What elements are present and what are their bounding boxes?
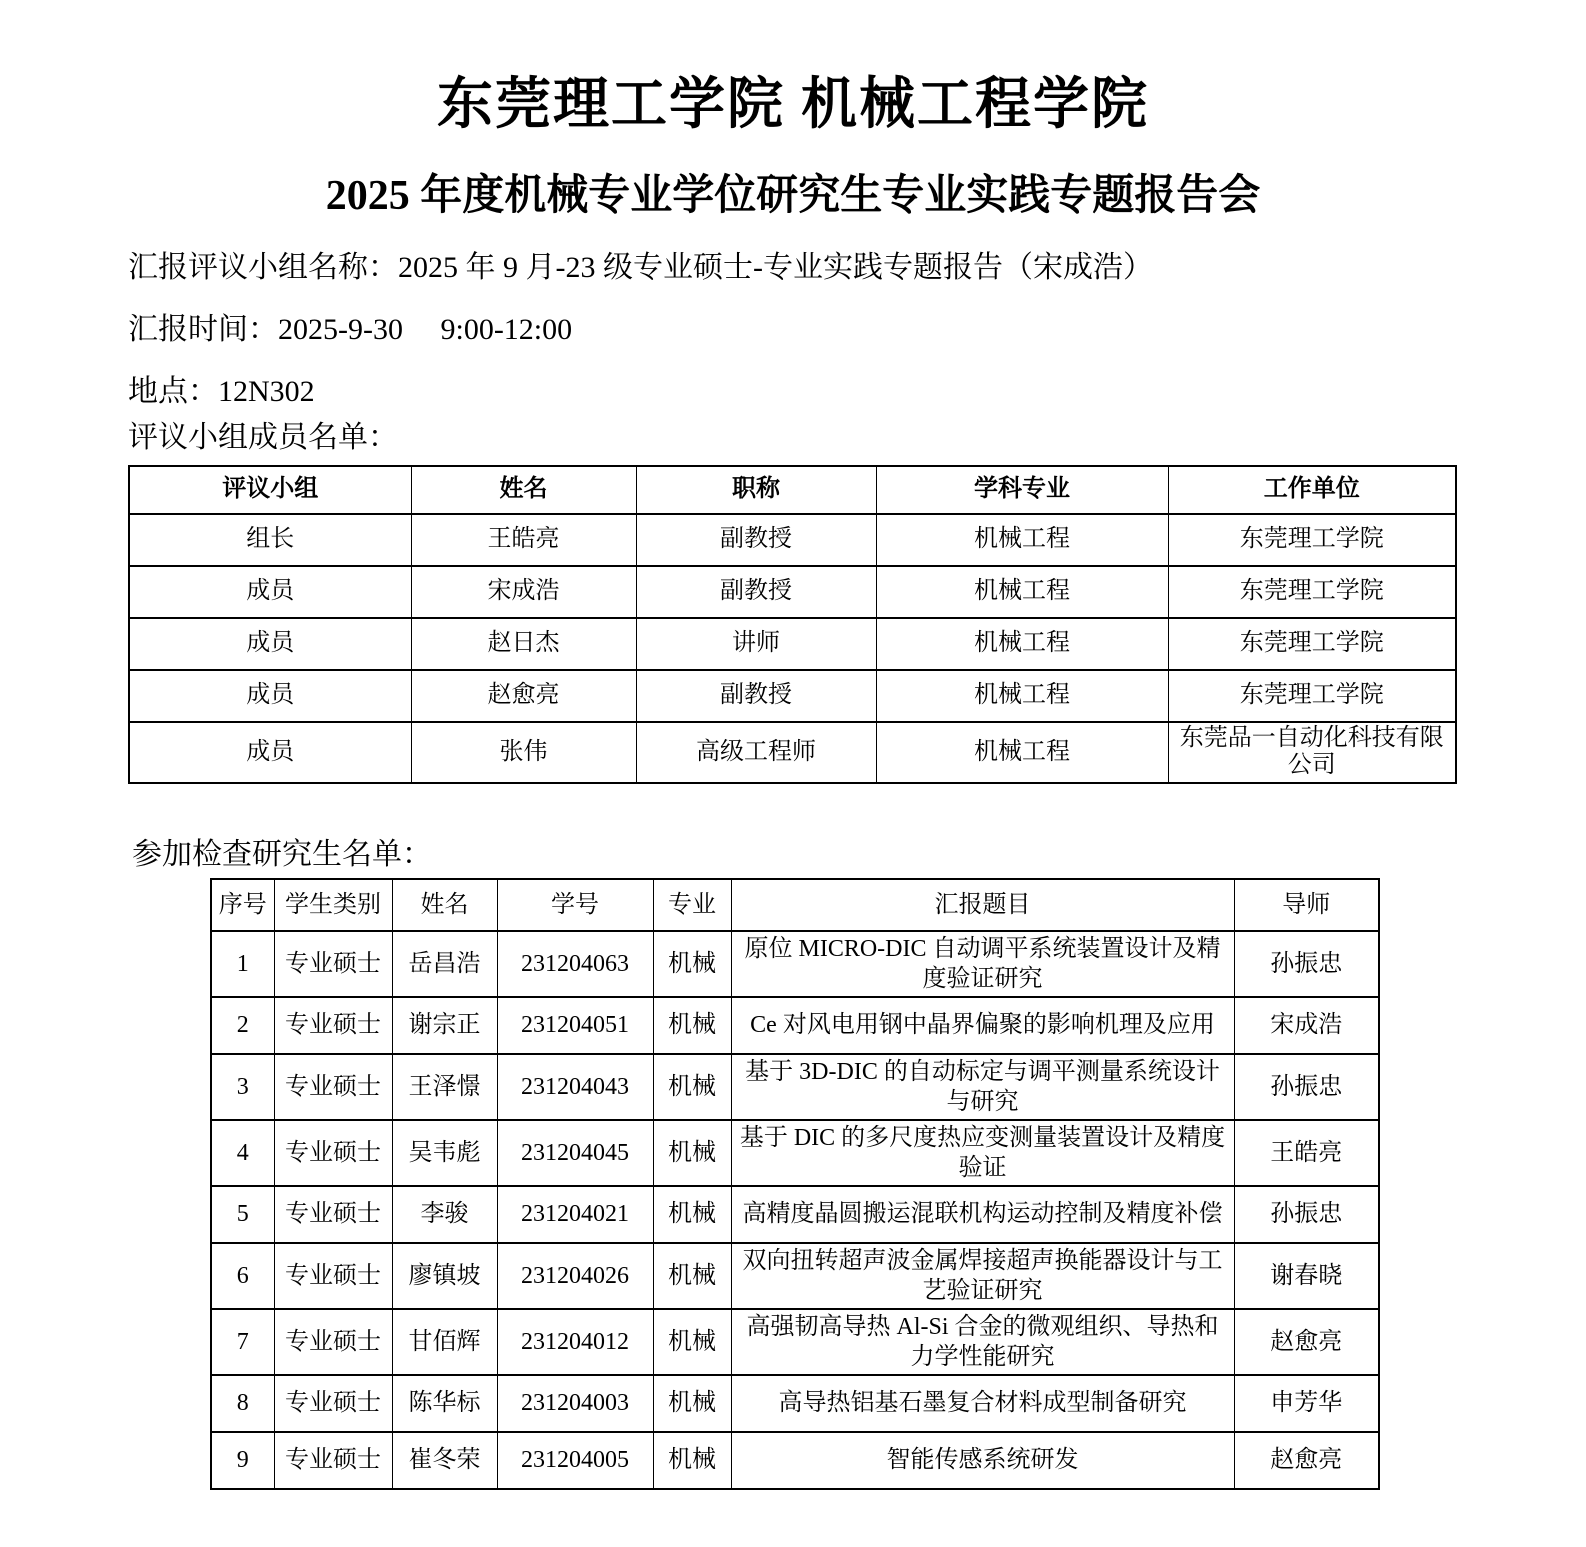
table-cell: 陈华标 xyxy=(392,1375,497,1432)
table-cell: 组长 xyxy=(129,514,411,566)
table-cell: 专业硕士 xyxy=(274,997,392,1054)
table-cell: 231204045 xyxy=(497,1120,653,1186)
table-cell: 岳昌浩 xyxy=(392,931,497,997)
table-cell: 成员 xyxy=(129,722,411,783)
table-cell: 专业硕士 xyxy=(274,1186,392,1243)
committee-header-row xyxy=(129,466,1456,514)
table-cell: 王皓亮 xyxy=(411,514,636,566)
table-cell: 谢春晓 xyxy=(1234,1243,1379,1309)
table-row xyxy=(211,1375,1379,1432)
table-cell: 专业硕士 xyxy=(274,1243,392,1309)
table-cell: 甘佰辉 xyxy=(392,1309,497,1375)
students-table xyxy=(210,878,1380,1490)
table-cell: 副教授 xyxy=(636,514,876,566)
table-cell: 副教授 xyxy=(636,566,876,618)
table-cell: 高强韧高导热 Al-Si 合金的微观组织、导热和力学性能研究 xyxy=(731,1309,1234,1375)
header-cell: 导师 xyxy=(1234,879,1379,931)
table-cell: 东莞理工学院 xyxy=(1168,566,1456,618)
table-cell: 孙振忠 xyxy=(1234,1054,1379,1120)
table-cell: 231204051 xyxy=(497,997,653,1054)
table-row xyxy=(129,670,1456,722)
header-cell: 学号 xyxy=(497,879,653,931)
table-cell: 赵愈亮 xyxy=(1234,1432,1379,1489)
table-cell: 8 xyxy=(211,1375,274,1432)
table-row xyxy=(211,931,1379,997)
table-cell: 赵日杰 xyxy=(411,618,636,670)
table-cell: 231204063 xyxy=(497,931,653,997)
table-cell: 王泽憬 xyxy=(392,1054,497,1120)
table-row xyxy=(211,1432,1379,1489)
table-cell: 赵愈亮 xyxy=(411,670,636,722)
table-cell: 3 xyxy=(211,1054,274,1120)
table-cell: 专业硕士 xyxy=(274,931,392,997)
document-title: 东莞理工学院 机械工程学院 xyxy=(437,74,1149,136)
table-row xyxy=(211,1309,1379,1375)
table-cell: 讲师 xyxy=(636,618,876,670)
header-cell: 学科专业 xyxy=(876,466,1168,514)
table-cell: 231204021 xyxy=(497,1186,653,1243)
table-cell: 吴韦彪 xyxy=(392,1120,497,1186)
table-cell: 6 xyxy=(211,1243,274,1309)
table-cell: 基于 DIC 的多尺度热应变测量装置设计及精度验证 xyxy=(731,1120,1234,1186)
table-cell: 孙振忠 xyxy=(1234,931,1379,997)
header-cell: 评议小组 xyxy=(129,466,411,514)
table-row xyxy=(211,997,1379,1054)
table-cell: 机械工程 xyxy=(876,514,1168,566)
table-cell: 东莞理工学院 xyxy=(1168,514,1456,566)
table-cell: 东莞理工学院 xyxy=(1168,618,1456,670)
report-time-line: 汇报时间：2025-9-30 9:00-12:00 xyxy=(128,312,573,346)
table-cell: 智能传感系统研发 xyxy=(731,1432,1234,1489)
table-cell: 机械 xyxy=(653,997,731,1054)
table-cell: 孙振忠 xyxy=(1234,1186,1379,1243)
table-cell: 机械 xyxy=(653,1243,731,1309)
table-row xyxy=(211,1120,1379,1186)
committee-section-label: 评议小组成员名单： xyxy=(128,420,398,454)
document-subtitle: 2025 年度机械专业学位研究生专业实践专题报告会 xyxy=(325,172,1261,219)
table-cell: 成员 xyxy=(129,618,411,670)
table-cell: 机械 xyxy=(653,931,731,997)
table-cell: 机械 xyxy=(653,1375,731,1432)
header-cell: 姓名 xyxy=(411,466,636,514)
table-cell: 231204005 xyxy=(497,1432,653,1489)
table-cell: 东莞理工学院 xyxy=(1168,670,1456,722)
table-cell: 4 xyxy=(211,1120,274,1186)
header-cell: 姓名 xyxy=(392,879,497,931)
table-cell: 高级工程师 xyxy=(636,722,876,783)
table-cell: 231204043 xyxy=(497,1054,653,1120)
table-row xyxy=(129,514,1456,566)
table-cell: 231204026 xyxy=(497,1243,653,1309)
table-cell: 谢宗正 xyxy=(392,997,497,1054)
table-cell: 宋成浩 xyxy=(1234,997,1379,1054)
table-cell: Ce 对风电用钢中晶界偏聚的影响机理及应用 xyxy=(731,997,1234,1054)
table-cell: 机械 xyxy=(653,1054,731,1120)
table-cell: 双向扭转超声波金属焊接超声换能器设计与工艺验证研究 xyxy=(731,1243,1234,1309)
table-cell: 机械 xyxy=(653,1120,731,1186)
table-cell: 1 xyxy=(211,931,274,997)
students-section-label: 参加检查研究生名单： xyxy=(132,837,432,871)
table-cell: 张伟 xyxy=(411,722,636,783)
header-cell: 专业 xyxy=(653,879,731,931)
header-cell: 职称 xyxy=(636,466,876,514)
table-cell: 廖镇坡 xyxy=(392,1243,497,1309)
table-cell: 专业硕士 xyxy=(274,1054,392,1120)
report-group-name-line: 汇报评议小组名称：2025 年 9 月-23 级专业硕士-专业实践专题报告（宋成浩） xyxy=(128,250,1153,284)
report-location-line: 地点：12N302 xyxy=(128,374,315,408)
table-cell: 李骏 xyxy=(392,1186,497,1243)
table-cell: 机械 xyxy=(653,1186,731,1243)
table-cell: 东莞品一自动化科技有限公司 xyxy=(1168,722,1456,783)
table-cell: 赵愈亮 xyxy=(1234,1309,1379,1375)
table-row xyxy=(129,722,1456,783)
students-header-row xyxy=(211,879,1379,931)
table-row xyxy=(211,1243,1379,1309)
table-cell: 7 xyxy=(211,1309,274,1375)
header-cell: 工作单位 xyxy=(1168,466,1456,514)
table-row xyxy=(129,618,1456,670)
table-cell: 宋成浩 xyxy=(411,566,636,618)
table-cell: 9 xyxy=(211,1432,274,1489)
table-cell: 原位 MICRO-DIC 自动调平系统装置设计及精度验证研究 xyxy=(731,931,1234,997)
table-cell: 机械 xyxy=(653,1309,731,1375)
committee-table xyxy=(128,465,1457,784)
table-cell: 成员 xyxy=(129,566,411,618)
header-cell: 学生类别 xyxy=(274,879,392,931)
table-cell: 申芳华 xyxy=(1234,1375,1379,1432)
table-cell: 231204003 xyxy=(497,1375,653,1432)
table-cell: 王皓亮 xyxy=(1234,1120,1379,1186)
header-cell: 序号 xyxy=(211,879,274,931)
table-cell: 高导热铝基石墨复合材料成型制备研究 xyxy=(731,1375,1234,1432)
table-cell: 成员 xyxy=(129,670,411,722)
table-cell: 专业硕士 xyxy=(274,1120,392,1186)
table-cell: 5 xyxy=(211,1186,274,1243)
table-cell: 2 xyxy=(211,997,274,1054)
table-cell: 高精度晶圆搬运混联机构运动控制及精度补偿 xyxy=(731,1186,1234,1243)
table-cell: 机械工程 xyxy=(876,670,1168,722)
table-cell: 231204012 xyxy=(497,1309,653,1375)
table-cell: 机械工程 xyxy=(876,566,1168,618)
table-row xyxy=(211,1186,1379,1243)
table-row xyxy=(129,566,1456,618)
table-cell: 基于 3D-DIC 的自动标定与调平测量系统设计与研究 xyxy=(731,1054,1234,1120)
table-cell: 专业硕士 xyxy=(274,1375,392,1432)
table-cell: 机械工程 xyxy=(876,722,1168,783)
table-cell: 专业硕士 xyxy=(274,1309,392,1375)
table-cell: 副教授 xyxy=(636,670,876,722)
table-cell: 机械工程 xyxy=(876,618,1168,670)
header-cell: 汇报题目 xyxy=(731,879,1234,931)
table-cell: 专业硕士 xyxy=(274,1432,392,1489)
table-cell: 崔冬荣 xyxy=(392,1432,497,1489)
table-cell: 机械 xyxy=(653,1432,731,1489)
table-row xyxy=(211,1054,1379,1120)
